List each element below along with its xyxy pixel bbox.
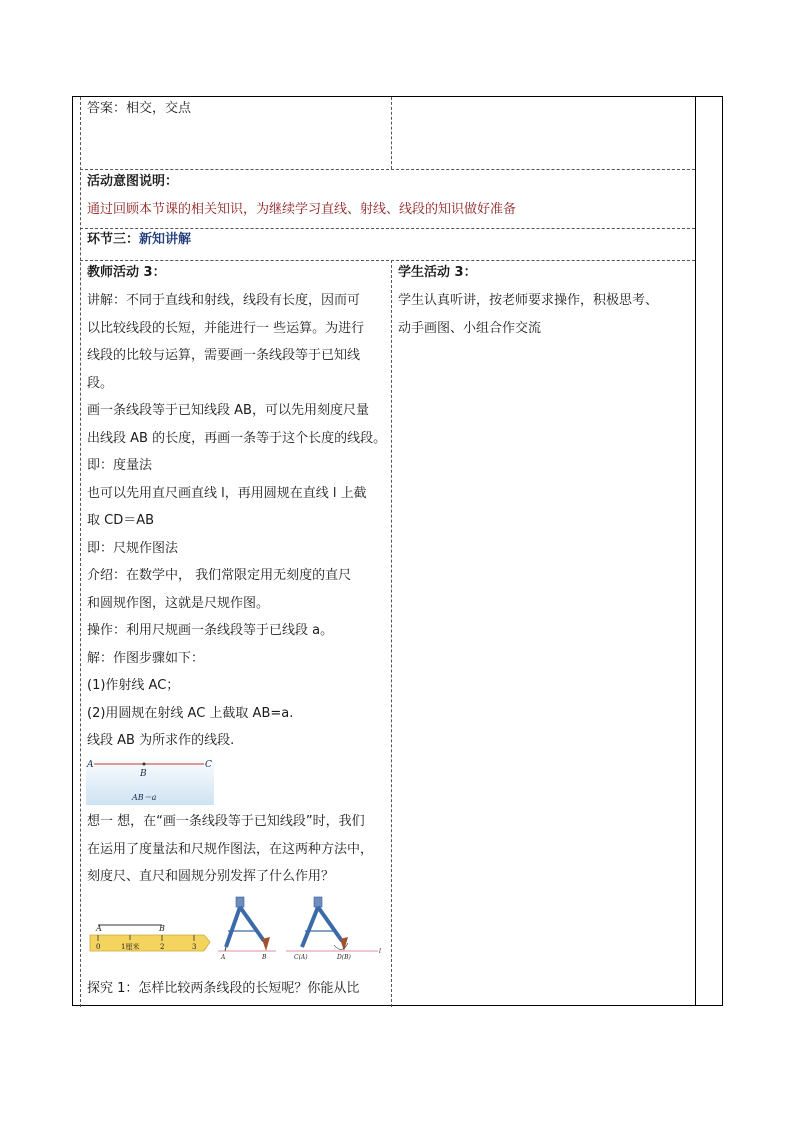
right-margin-divider xyxy=(695,97,696,1005)
compass2-label-d: D(B) xyxy=(337,954,351,961)
compass-1 xyxy=(218,897,276,961)
teacher-line: 线段的比较与运算，需要画一条线段等于已知线 xyxy=(87,348,361,363)
ruler-tick-2: 2 xyxy=(160,943,165,951)
answer-text: 答案：相交，交点 xyxy=(87,101,192,116)
ruler-label-a: A xyxy=(96,924,102,933)
tools-figure xyxy=(86,895,386,963)
teacher-line: 以比较线段的长短，并能进行一 些运算。为进行 xyxy=(87,320,365,336)
teacher-line: 解：作图步骤如下： xyxy=(87,650,205,666)
label-b: B xyxy=(140,769,147,779)
teacher-line: 刻度尺、直尺和圆规分别发挥了什么作用？ xyxy=(87,869,335,884)
student-line: 学生认真听讲，按老师要求操作，积极思考、 xyxy=(398,293,659,308)
teacher-line: 想一 想，在“画一条线段等于已知线段”时，我们 xyxy=(87,814,365,829)
teacher-line: (2)用圆规在射线 AC 上截取 AB=a. xyxy=(87,705,294,721)
section-label: 环节三： xyxy=(87,232,140,247)
teacher-line: 即：尺规作图法 xyxy=(87,540,179,556)
teacher-line: 介绍：在数学中， 我们常限定用无刻度的直尺 xyxy=(87,568,352,583)
teacher-line: 线段 AB 为所求作的线段. xyxy=(87,733,235,748)
student-heading: 学生活动 3： xyxy=(398,265,477,280)
teacher-line: 取 CD＝AB xyxy=(87,513,155,528)
ray-figure xyxy=(86,754,214,805)
teacher-line: 段。 xyxy=(87,375,114,391)
compass2-label-l: l xyxy=(379,948,381,955)
teacher-line: 也可以先用直尺画直线 l，再用圆规在直线 l 上截 xyxy=(87,485,367,501)
point-b xyxy=(143,763,146,766)
student-text-block xyxy=(398,287,658,342)
teacher-line: 在运用了度量法和尺规作图法，在这两种方法中， xyxy=(87,841,374,857)
ruler-tick-0: 0 xyxy=(96,943,101,951)
label-a: A xyxy=(87,760,94,770)
column-divider-top xyxy=(391,97,392,169)
teacher-line: 出线段 AB 的长度，再画一条等于这个长度的线段。 xyxy=(87,430,387,446)
compass1-label-b: B xyxy=(262,954,267,961)
teacher-line: 操作：利用尺规画一条线段等于已线段 a。 xyxy=(87,623,334,638)
teacher-line: 即：度量法 xyxy=(87,458,153,473)
teacher-text-block-2 xyxy=(87,808,373,891)
row-divider-3 xyxy=(80,260,695,261)
ruler-label-b: B xyxy=(159,924,165,933)
figure-caption: AB＝a xyxy=(132,793,157,802)
inner-left-border xyxy=(80,97,81,1007)
label-c: C xyxy=(205,760,212,770)
compass2-label-c: C(A) xyxy=(294,954,308,961)
section-heading xyxy=(87,226,191,254)
compass-2 xyxy=(286,897,381,961)
teacher-line: 和圆规作图，这就是尺规作图。 xyxy=(87,595,270,611)
ruler xyxy=(90,924,210,951)
teacher-line: 讲解：不同于直线和射线，线段有长度，因而可 xyxy=(87,293,361,308)
teacher-line: (1)作射线 AC； xyxy=(87,678,180,693)
intent-heading: 活动意图说明： xyxy=(87,174,179,189)
intent-text: 通过回顾本节课的相关知识，为继续学习直线、射线、线段的知识做好准备 xyxy=(87,202,517,217)
teacher-last-line: 探究 1：怎样比较两条线段的长短呢？你能从比 xyxy=(87,981,360,996)
student-line: 动手画图、小组合作交流 xyxy=(398,320,542,336)
teacher-line: 画一条线段等于已知线段 AB，可以先用刻度尺量 xyxy=(87,403,369,418)
section-title: 新知讲解 xyxy=(139,232,192,247)
teacher-text-block xyxy=(87,287,386,755)
ruler-tick-3: 3 xyxy=(192,943,197,951)
teacher-heading: 教师活动 3： xyxy=(87,265,166,280)
column-divider-main xyxy=(391,260,392,1007)
compass1-label-a: A xyxy=(221,954,226,961)
ruler-tick-1: 1厘米 xyxy=(121,943,140,951)
